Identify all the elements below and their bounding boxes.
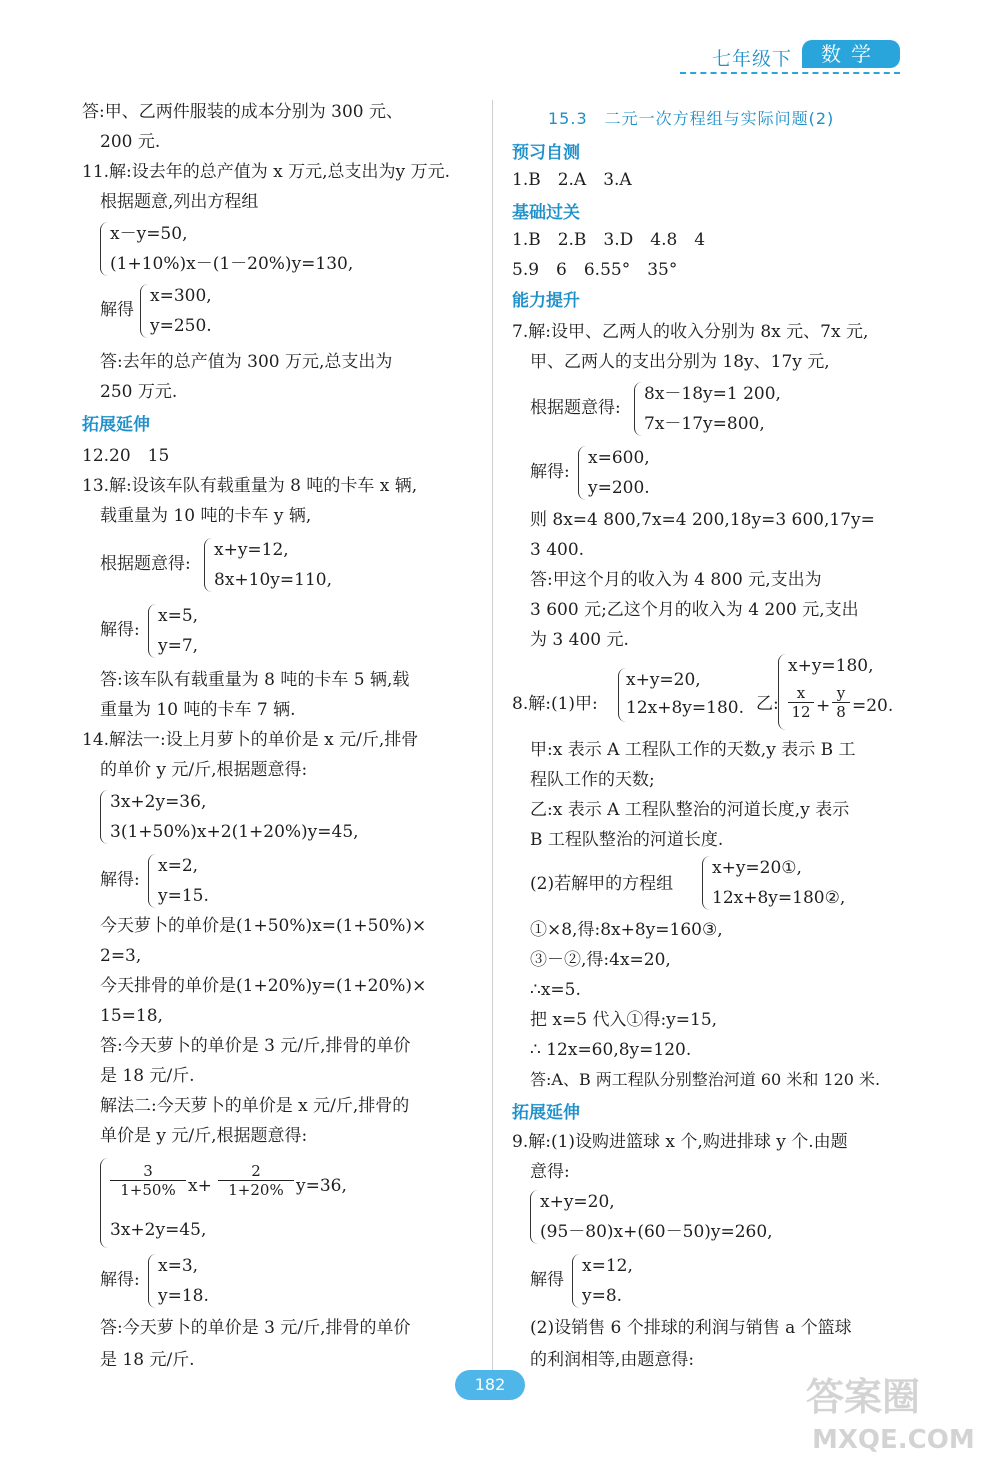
calc-line: 15=18,	[100, 1006, 163, 1026]
left-brace	[148, 854, 157, 908]
denominator: 8	[832, 702, 850, 721]
header-divider	[680, 72, 900, 74]
answer-line: 重量为 10 吨的卡车 7 辆.	[100, 700, 296, 720]
answer-line: 250 万元.	[100, 382, 178, 402]
watermark-bottom: MXQE.COM	[812, 1425, 975, 1455]
numerator: 3	[143, 1162, 153, 1180]
q8-label: 8.解:(1)甲:	[512, 694, 598, 714]
left-brace	[634, 382, 643, 436]
watermark-logo	[802, 1366, 992, 1456]
q8-line: 甲:x 表示 A 工程队工作的天数,y 表示 B 工	[530, 740, 856, 760]
answer-line: 为 3 400 元.	[530, 630, 629, 650]
q8-line: B 工程队整治的河道长度.	[530, 830, 724, 850]
solution-label: 解得	[530, 1270, 564, 1290]
solution: x=3,	[158, 1256, 199, 1276]
q9-line: 9.解:(1)设购进篮球 x 个,购进排球 y 个.由题	[512, 1132, 848, 1152]
solution: y=250.	[150, 316, 212, 336]
answer-line: 答:今天萝卜的单价是 3 元/斤,排骨的单价	[100, 1036, 411, 1056]
section-heading: 能力提升	[512, 291, 580, 311]
left-brace	[702, 856, 711, 910]
equation: 8x－18y=1 200,	[644, 384, 781, 404]
left-brace	[100, 790, 109, 844]
left-brace	[572, 1254, 581, 1308]
equation: x+y=12,	[214, 540, 289, 560]
equation: 3x+2y=45,	[110, 1220, 207, 1240]
equation-part: x+	[188, 1176, 212, 1196]
equation: 7x－17y=800,	[644, 414, 765, 434]
left-brace	[100, 222, 109, 276]
section-heading: 基础过关	[512, 203, 580, 223]
q12-line: 12.20 15	[82, 446, 170, 466]
equation: 3(1+50%)x+2(1+20%)y=45,	[110, 822, 359, 842]
solution-label: 解得:	[100, 1270, 140, 1290]
solution-label: 根据题意得:	[530, 398, 621, 418]
numerator: 2	[251, 1162, 261, 1180]
calc-line: 把 x=5 代入①得:y=15,	[530, 1010, 718, 1030]
section-heading: 预习自测	[512, 143, 580, 163]
equation-part: +	[816, 696, 831, 716]
equation: 3x+2y=36,	[110, 792, 207, 812]
q11-line: 11.解:设去年的总产值为 x 万元,总支出为y 万元.	[82, 162, 450, 182]
fraction	[832, 684, 850, 721]
equation: x+y=180,	[788, 656, 874, 676]
q14-line: 14.解法一:设上月萝卜的单价是 x 元/斤,排骨	[82, 730, 419, 750]
left-brace	[778, 654, 787, 730]
q14-method2-line: 解法二:今天萝卜的单价是 x 元/斤,排骨的	[100, 1096, 410, 1116]
q14-method2-line: 单价是 y 元/斤,根据题意得:	[100, 1126, 308, 1146]
solution: x=2,	[158, 856, 199, 876]
left-brace	[100, 1158, 109, 1248]
left-brace	[148, 1254, 157, 1308]
solution-label: 解得:	[100, 620, 140, 640]
calc-line: ③－②,得:4x=20,	[530, 950, 671, 970]
denominator: 1+50%	[110, 1180, 186, 1199]
solution: x=600,	[588, 448, 650, 468]
watermark-top: 答案圈	[806, 1375, 921, 1419]
answer-line: 200 元.	[100, 132, 161, 152]
q7-line: 甲、乙两人的支出分别为 18y、17y 元,	[530, 352, 830, 372]
q11-line: 根据题意,列出方程组	[100, 192, 259, 212]
solution: x=5,	[158, 606, 199, 626]
answer-line: 是 18 元/斤.	[100, 1350, 195, 1370]
equation-part: y=36,	[296, 1176, 347, 1196]
calc-line: ①×8,得:8x+8y=160③,	[530, 920, 723, 940]
q14-line: 的单价 y 元/斤,根据题意得:	[100, 760, 308, 780]
answer-line: 答:去年的总产值为 300 万元,总支出为	[100, 352, 393, 372]
section-title: 15.3 二元一次方程组与实际问题(2)	[548, 109, 835, 128]
numerator: x	[796, 684, 806, 702]
solution: x=300,	[150, 286, 212, 306]
q13-line: 13.解:设该车队有载重量为 8 吨的卡车 x 辆,	[82, 476, 418, 496]
column-divider	[492, 100, 493, 1370]
calc-line: ∴x=5.	[530, 980, 581, 1000]
solution-label: 解得:	[100, 870, 140, 890]
equation: x+y=20,	[626, 670, 701, 690]
numerator: y	[836, 684, 846, 702]
solution: y=200.	[588, 478, 650, 498]
left-brace	[204, 538, 213, 592]
q9-line: 的利润相等,由题意得:	[530, 1350, 695, 1370]
section-heading: 拓展延伸	[82, 415, 150, 435]
solution-label: 根据题意得:	[100, 554, 191, 574]
left-brace	[148, 604, 157, 658]
solution: x=12,	[582, 1256, 633, 1276]
answer-line: 3 600 元;乙这个月的收入为 4 200 元,支出	[530, 600, 859, 620]
solution: y=15.	[158, 886, 209, 906]
left-brace	[578, 446, 587, 500]
answer-line: 5.9 6 6.55° 35°	[512, 260, 678, 280]
equation: (95－80)x+(60－50)y=260,	[540, 1222, 773, 1242]
answer-line: 1.B 2.B 3.D 4.8 4	[512, 230, 706, 250]
q7-line: 7.解:设甲、乙两人的收入分别为 8x 元、7x 元,	[512, 322, 869, 342]
calc-line: ∴ 12x=60,8y=120.	[530, 1040, 692, 1060]
calc-line: 3 400.	[530, 540, 585, 560]
calc-line: 今天排骨的单价是(1+20%)y=(1+20%)×	[100, 976, 427, 996]
calc-line: 则 8x=4 800,7x=4 200,18y=3 600,17y=	[530, 510, 875, 530]
fraction	[218, 1162, 294, 1199]
solution: y=8.	[582, 1286, 623, 1306]
answer-line: 答:甲这个月的收入为 4 800 元,支出为	[530, 570, 822, 590]
q13-line: 载重量为 10 吨的卡车 y 辆,	[100, 506, 312, 526]
denominator: 12	[788, 702, 814, 721]
solution-label: 解得:	[530, 462, 570, 482]
q8-line: 程队工作的天数;	[530, 770, 655, 790]
solution-label: 解得	[100, 300, 134, 320]
solution: y=18.	[158, 1286, 209, 1306]
equation: x+y=20,	[540, 1192, 615, 1212]
equation: x+y=20①,	[712, 858, 802, 878]
answer-line: 1.B 2.A 3.A	[512, 170, 632, 190]
equation: (1+10%)x－(1－20%)y=130,	[110, 254, 354, 274]
denominator: 1+20%	[218, 1180, 294, 1199]
fraction	[110, 1162, 186, 1199]
q8-label: 乙:	[756, 694, 779, 714]
equation: 12x+8y=180②,	[712, 888, 846, 908]
left-brace	[530, 1190, 539, 1244]
answer-line: 答:该车队有载重量为 8 吨的卡车 5 辆,载	[100, 670, 410, 690]
calc-line: 今天萝卜的单价是(1+50%)x=(1+50%)×	[100, 916, 427, 936]
grade-label: 七年级下	[711, 48, 792, 70]
answer-line: 是 18 元/斤.	[100, 1066, 195, 1086]
answer-line: 答:今天萝卜的单价是 3 元/斤,排骨的单价	[100, 1318, 411, 1338]
left-brace	[140, 284, 149, 338]
answer-line: 答:A、B 两工程队分别整治河道 60 米和 120 米.	[530, 1070, 881, 1089]
q8-line: (2)若解甲的方程组	[530, 874, 674, 894]
section-heading: 拓展延伸	[512, 1103, 580, 1123]
q8-line: 乙:x 表示 A 工程队整治的河道长度,y 表示	[530, 800, 850, 820]
q9-line: 意得:	[530, 1162, 570, 1182]
equation: x－y=50,	[110, 224, 188, 244]
equation: 8x+10y=110,	[214, 570, 332, 590]
fraction	[788, 684, 814, 721]
equation-part: =20.	[852, 696, 894, 716]
answer-line: 答:甲、乙两件服装的成本分别为 300 元、	[82, 102, 403, 122]
solution: y=7,	[158, 636, 199, 656]
page-number: 182	[455, 1370, 525, 1400]
q9-line: (2)设销售 6 个排球的利润与销售 a 个篮球	[530, 1318, 852, 1338]
equation: 12x+8y=180.	[626, 698, 744, 718]
subject-badge: 数学	[802, 40, 900, 68]
calc-line: 2=3,	[100, 946, 142, 966]
